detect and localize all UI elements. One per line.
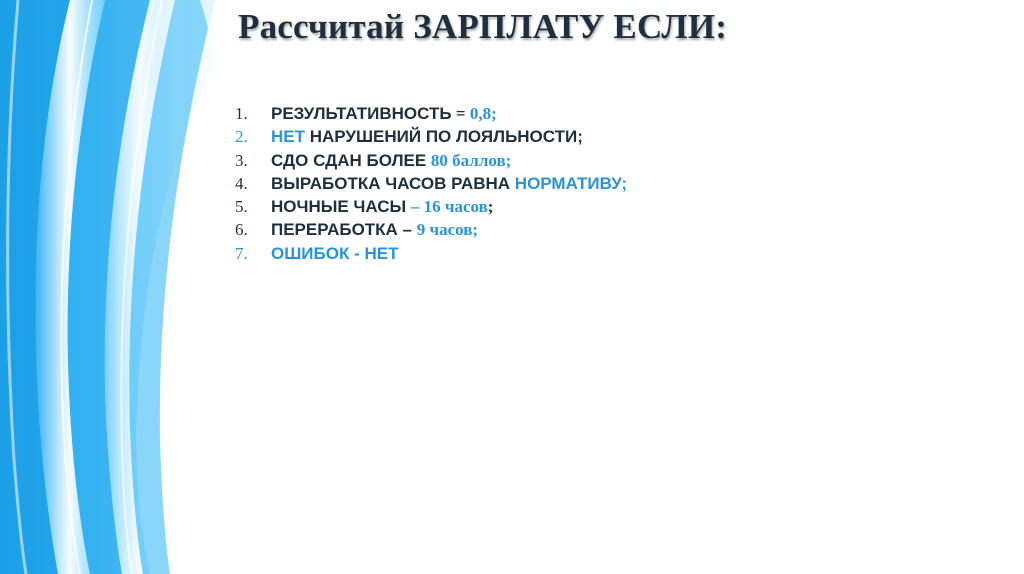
item-text — [271, 149, 511, 172]
list-item — [235, 195, 627, 218]
item-text-part: НОЧНЫЕ ЧАСЫ — [271, 197, 411, 217]
item-text-part: ПЕРЕРАБОТКА – — [271, 220, 417, 240]
list-item — [235, 149, 627, 172]
list-item — [235, 125, 627, 148]
item-value: – 16 часов — [410, 197, 488, 217]
item-value: 9 часов; — [416, 220, 479, 240]
list-item — [235, 218, 627, 241]
slide-title: Рассчитай ЗАРПЛАТУ ЕСЛИ: — [238, 7, 728, 46]
item-number: 2. — [235, 127, 248, 147]
item-text — [271, 195, 493, 218]
item-text — [271, 242, 398, 265]
item-number: 4. — [235, 173, 248, 193]
item-text-part: ВЫРАБОТКА ЧАСОВ РАВНА — [271, 173, 515, 193]
item-text-part: ; — [487, 197, 494, 217]
item-text-part: НАРУШЕНИЙ ПО ЛОЯЛЬНОСТИ; — [305, 127, 583, 147]
item-number: 6. — [235, 220, 248, 240]
list-item — [235, 242, 627, 265]
item-number: 5. — [235, 197, 248, 217]
item-text — [271, 125, 583, 148]
item-number: 7. — [235, 243, 248, 263]
item-text — [271, 218, 478, 241]
list-item — [235, 172, 627, 195]
item-value: ОШИБОК - НЕТ — [271, 243, 399, 263]
item-number: 3. — [235, 150, 248, 170]
item-number: 1. — [235, 104, 248, 123]
item-text-part: = — [451, 104, 470, 123]
item-value: 80 баллов; — [430, 150, 512, 170]
item-text-part: СДО СДАН БОЛЕЕ — [271, 150, 431, 170]
item-value: НЕТ — [271, 127, 305, 147]
item-text — [271, 172, 627, 195]
list-item — [235, 102, 627, 125]
item-value: 0,8; — [469, 104, 497, 123]
item-text — [271, 102, 497, 125]
item-text-part: РЕЗУЛЬТАТИВНОСТЬ — [271, 104, 452, 123]
conditions-list — [235, 102, 627, 265]
item-value: НОРМАТИВУ; — [514, 173, 628, 193]
